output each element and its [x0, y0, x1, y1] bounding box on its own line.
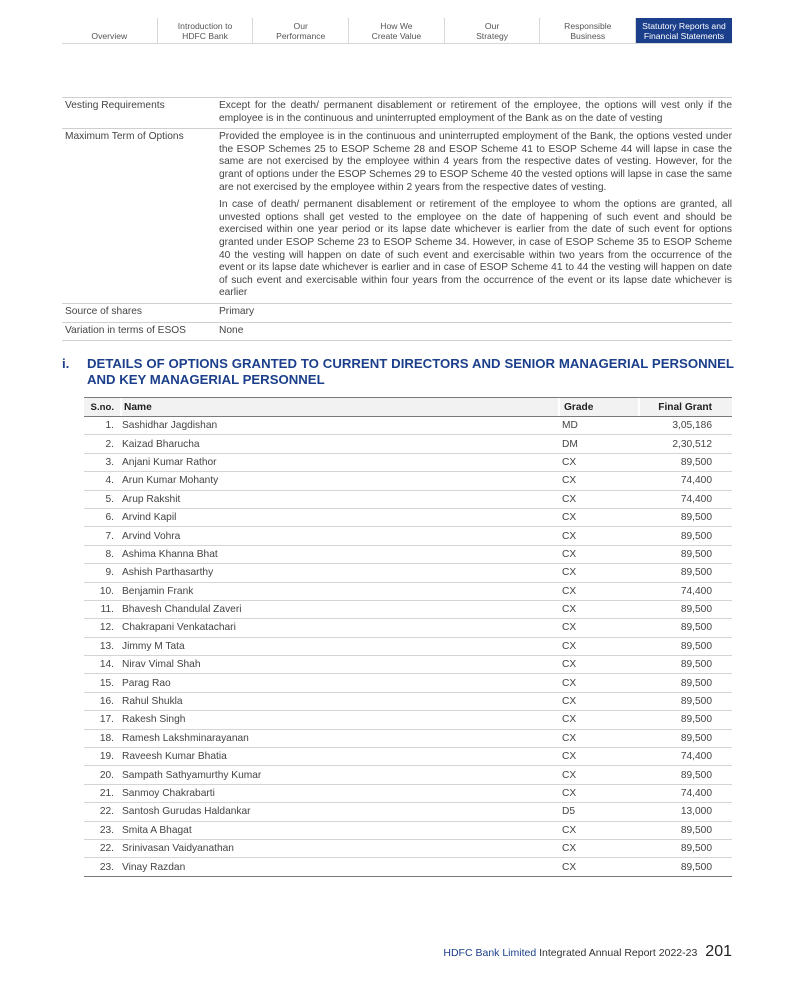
cell-final-grant: 89,500: [680, 512, 712, 524]
cell-final-grant: 89,500: [680, 861, 712, 873]
cell-sno: 15.: [99, 677, 114, 689]
cell-name: Rakesh Singh: [122, 714, 186, 726]
cell-name: Santosh Gurudas Haldankar: [122, 806, 251, 818]
cell-final-grant: 89,500: [680, 732, 712, 744]
cell-name: Arvind Vohra: [122, 530, 181, 542]
terms-paragraph: None: [219, 324, 244, 336]
cell-name: Anjani Kumar Rathor: [122, 456, 217, 468]
cell-grade: D5: [562, 806, 576, 818]
table-row: [84, 454, 732, 472]
table-body: [84, 417, 732, 877]
nav-tab-3[interactable]: How We Create Value: [349, 18, 445, 43]
cell-final-grant: 89,500: [680, 677, 712, 689]
table-row: [84, 619, 732, 637]
table-row: [84, 601, 732, 619]
cell-grade: CX: [562, 824, 577, 836]
cell-name: Chakrapani Venkatachari: [122, 622, 236, 634]
cell-name: Sanmoy Chakrabarti: [122, 788, 215, 799]
cell-grade: CX: [562, 732, 577, 744]
cell-grade: CX: [562, 751, 577, 763]
cell-name: Arup Rakshit: [122, 493, 181, 505]
cell-final-grant: 89,500: [680, 456, 712, 468]
cell-sno: 19.: [99, 751, 114, 763]
cell-grade: CX: [562, 861, 577, 873]
cell-grade: CX: [562, 788, 577, 799]
terms-row: [62, 129, 732, 304]
cell-grade: CX: [562, 567, 577, 579]
cell-final-grant: 74,400: [680, 475, 712, 487]
cell-name: Nirav Vimal Shah: [122, 659, 201, 671]
terms-label: Variation in terms of ESOS: [65, 324, 186, 336]
cell-grade: CX: [562, 714, 577, 726]
page-footer: [443, 943, 732, 961]
cell-name: Raveesh Kumar Bhatia: [122, 751, 227, 763]
cell-sno: 5.: [105, 493, 114, 505]
terms-paragraph: In case of death/ permanent disablement or retirement of the employee to whom the options are granted, all unvested options shall get vested to the employee on the date of happening of such event and should be exercised within one year period or its lapse date whichever is earlier from the date of such event for options granted under ESOP Scheme 23 to ESOP Scheme 34. However, in case of ESOP Scheme 35 to ESOP Scheme 40 the vesting will happen on date of such event and exercisable within two years from the occurrence of the event or its lapse date whichever is earlier and in case of ESOP Scheme 41 to 44 the vesting will happen on date of such event and exercisable within four years from the occurrence of the event or its lapse date whichever is earlier: [219, 199, 732, 299]
cell-final-grant: 89,500: [680, 659, 712, 671]
page-number: 201: [705, 943, 732, 960]
cell-grade: CX: [562, 512, 577, 524]
table-row: [84, 674, 732, 692]
cell-grade: CX: [562, 696, 577, 708]
esop-terms-table: [62, 97, 732, 341]
table-row: [84, 472, 732, 490]
cell-sno: 4.: [105, 475, 114, 487]
table-row: [84, 748, 732, 766]
cell-grade: CX: [562, 843, 577, 855]
nav-tab-1[interactable]: Introduction to HDFC Bank: [158, 18, 254, 43]
terms-label: Vesting Requirements: [65, 100, 165, 111]
header-grade: Grade: [558, 398, 638, 416]
table-header: [84, 397, 732, 417]
cell-name: Vinay Razdan: [122, 861, 186, 873]
cell-sno: 21.: [99, 788, 114, 799]
terms-value: [215, 304, 732, 322]
table-row: [84, 435, 732, 453]
cell-final-grant: 13,000: [680, 806, 712, 818]
cell-name: Bhavesh Chandulal Zaveri: [122, 604, 242, 616]
terms-label: Source of shares: [65, 305, 143, 317]
cell-name: Jimmy M Tata: [122, 640, 185, 652]
cell-sno: 11.: [100, 604, 114, 616]
cell-final-grant: 89,500: [680, 696, 712, 708]
cell-grade: CX: [562, 622, 577, 634]
table-row: [84, 766, 732, 784]
cell-sno: 20.: [99, 769, 114, 781]
table-row: [84, 840, 732, 858]
cell-name: Benjamin Frank: [122, 585, 194, 597]
table-row: [84, 693, 732, 711]
cell-grade: CX: [562, 585, 577, 597]
terms-paragraph: Except for the death/ permanent disablement or retirement of the employee, the options will vest only if the employee is in the continuous and uninterrupted employment of the Bank as on the date of vesting: [219, 100, 732, 124]
cell-final-grant: 89,500: [680, 567, 712, 579]
cell-final-grant: 89,500: [680, 604, 712, 616]
header-final-grant: Final Grant: [638, 398, 732, 416]
cell-final-grant: 89,500: [680, 714, 712, 726]
nav-tab-5[interactable]: Responsible Business: [540, 18, 636, 43]
cell-name: Sampath Sathyamurthy Kumar: [122, 769, 262, 781]
cell-final-grant: 89,500: [680, 548, 712, 560]
footer-brand: HDFC Bank Limited: [443, 947, 537, 959]
cell-sno: 3.: [105, 456, 114, 468]
options-granted-table: [84, 397, 732, 877]
table-row: [84, 417, 732, 435]
cell-sno: 22.: [99, 806, 114, 818]
cell-final-grant: 74,400: [680, 751, 712, 763]
terms-value: [215, 323, 732, 341]
cell-final-grant: 74,400: [680, 788, 712, 799]
table-row: [84, 785, 732, 803]
terms-label: Maximum Term of Options: [65, 131, 184, 143]
cell-name: Srinivasan Vaidyanathan: [122, 843, 234, 855]
cell-grade: CX: [562, 659, 577, 671]
footer-report-title: Integrated Annual Report 2022-23: [539, 947, 698, 959]
cell-grade: CX: [562, 769, 577, 781]
cell-final-grant: 89,500: [680, 622, 712, 634]
header-name: Name: [120, 398, 558, 416]
cell-sno: 1.: [105, 420, 114, 432]
table-row: [84, 711, 732, 729]
cell-sno: 6.: [105, 512, 114, 524]
terms-value: [215, 98, 732, 128]
cell-name: Kaizad Bharucha: [122, 438, 200, 450]
cell-name: Arvind Kapil: [122, 512, 177, 524]
cell-name: Rahul Shukla: [122, 696, 183, 708]
cell-sno: 9.: [105, 567, 114, 579]
cell-grade: DM: [562, 438, 578, 450]
section-number: i.: [62, 356, 70, 371]
cell-final-grant: 89,500: [680, 640, 712, 652]
cell-sno: 16.: [99, 696, 114, 708]
table-row: [84, 638, 732, 656]
cell-final-grant: 89,500: [680, 769, 712, 781]
cell-grade: CX: [562, 677, 577, 689]
cell-sno: 17.: [99, 714, 114, 726]
cell-final-grant: 2,30,512: [672, 438, 712, 450]
table-row: [84, 822, 732, 840]
cell-sno: 23.: [99, 824, 114, 836]
terms-paragraph: Provided the employee is in the continuous and uninterrupted employment of the Bank, the options vested under the ESOP Schemes 25 to ESOP Scheme 28 and ESOP Scheme 41 to ESOP Scheme 44 will lapse in case the same are not exercised by the employee within 4 years from the respective dates of vesting. However, for the grant of options under the ESOP Schemes 29 to ESOP Scheme 40 the vested options will lapse in case the same are not exercised by the employee within 2 years from the respective dates of vesting.: [219, 131, 732, 193]
cell-name: Arun Kumar Mohanty: [122, 475, 219, 487]
table-row: [84, 546, 732, 564]
cell-final-grant: 74,400: [680, 493, 712, 505]
cell-sno: 14.: [99, 659, 114, 671]
cell-sno: 18.: [99, 732, 114, 744]
table-row: [84, 509, 732, 527]
terms-row: [62, 304, 732, 323]
cell-name: Ashima Khanna Bhat: [122, 548, 218, 560]
cell-sno: 22.: [99, 843, 114, 855]
cell-final-grant: 89,500: [680, 824, 712, 836]
table-row: [84, 803, 732, 821]
top-nav: [62, 18, 732, 44]
cell-sno: 10.: [99, 585, 114, 597]
terms-paragraph: Primary: [219, 305, 255, 317]
cell-final-grant: 89,500: [680, 530, 712, 542]
cell-name: Sashidhar Jagdishan: [122, 420, 218, 432]
cell-grade: CX: [562, 604, 577, 616]
cell-final-grant: 74,400: [680, 585, 712, 597]
section-title: DETAILS OF OPTIONS GRANTED TO CURRENT DIRECTORS AND SENIOR MANAGERIAL PERSONNEL AND KEY MANAGERIAL PERSONNEL: [87, 356, 734, 387]
cell-grade: CX: [562, 475, 577, 487]
cell-grade: CX: [562, 640, 577, 652]
cell-grade: CX: [562, 456, 577, 468]
table-row: [84, 527, 732, 545]
cell-grade: CX: [562, 548, 577, 560]
cell-sno: 7.: [105, 530, 114, 542]
terms-value: [215, 129, 732, 303]
cell-name: Ramesh Lakshminarayanan: [122, 732, 249, 744]
nav-tab-4[interactable]: Our Strategy: [445, 18, 541, 43]
cell-final-grant: 3,05,186: [672, 420, 712, 432]
cell-grade: CX: [562, 530, 577, 542]
cell-name: Ashish Parthasarthy: [122, 567, 214, 579]
cell-name: Smita A Bhagat: [122, 824, 192, 836]
nav-tab-6[interactable]: Statutory Reports and Financial Statements: [636, 18, 732, 43]
cell-grade: MD: [562, 420, 578, 432]
nav-tab-0[interactable]: Overview: [62, 18, 158, 43]
cell-sno: 13.: [99, 640, 114, 652]
table-row: [84, 491, 732, 509]
table-row: [84, 656, 732, 674]
table-row: [84, 730, 732, 748]
cell-sno: 12.: [99, 622, 114, 634]
cell-sno: 8.: [105, 548, 114, 560]
header-sno: S.no.: [84, 398, 120, 416]
cell-sno: 2.: [105, 438, 114, 450]
terms-row: [62, 97, 732, 129]
table-row: [84, 583, 732, 601]
cell-sno: 23.: [99, 861, 114, 873]
cell-grade: CX: [562, 493, 577, 505]
section-heading: [62, 356, 734, 387]
table-row: [84, 564, 732, 582]
cell-final-grant: 89,500: [680, 843, 712, 855]
cell-name: Parag Rao: [122, 677, 171, 689]
terms-row: [62, 323, 732, 342]
table-row: [84, 858, 732, 876]
nav-tab-2[interactable]: Our Performance: [253, 18, 349, 43]
